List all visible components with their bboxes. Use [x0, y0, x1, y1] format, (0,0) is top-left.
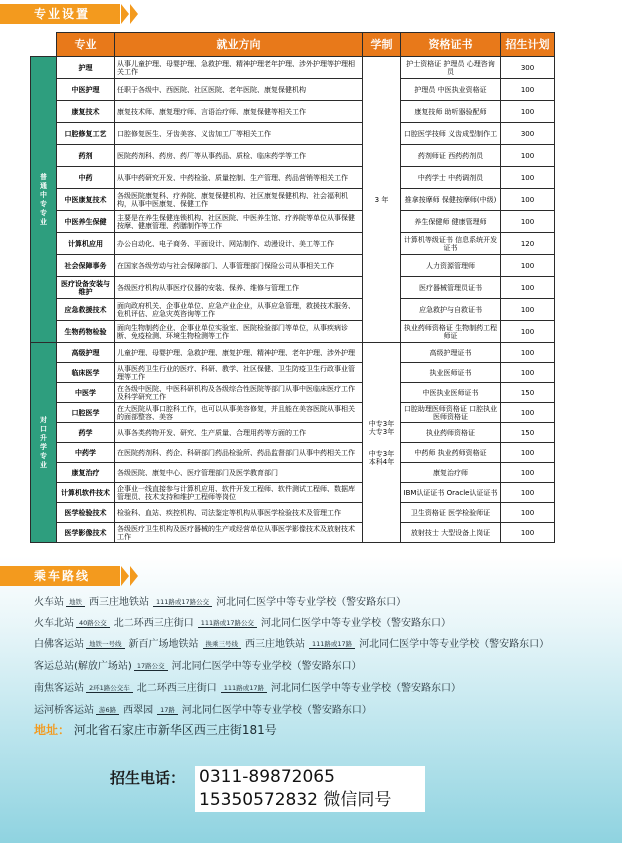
- chevron-icon: [112, 566, 146, 586]
- major-name: 医疗设备安装与维护: [57, 277, 115, 299]
- majors-section-header: [0, 4, 120, 24]
- major-cert: 中药学士 中药调剂员: [401, 167, 501, 189]
- table-row: [31, 321, 555, 343]
- route-row: [34, 593, 408, 608]
- system-duikou-item: 大专3年: [368, 427, 395, 436]
- system-duikou-item: 中专3年: [368, 449, 395, 458]
- address-value: 河北省石家庄市新华区西三庄街181号: [73, 723, 277, 737]
- major-plan: 100: [501, 321, 555, 343]
- major-name: 高级护理: [57, 343, 115, 363]
- system-general: 3 年: [363, 57, 401, 343]
- route-step: 40路公交: [76, 618, 110, 628]
- phone-box: [195, 766, 425, 812]
- table-row: [31, 233, 555, 255]
- major-name: 中药学: [57, 443, 115, 463]
- major-plan: 100: [501, 211, 555, 233]
- system-duikou-item: 本科4年: [368, 457, 395, 466]
- header-major: 专业: [57, 33, 115, 57]
- majors-section-title: 专业设置: [34, 7, 91, 21]
- header-direction: 就业方向: [115, 33, 363, 57]
- route-step: 河北同仁医学中等专业学校（警安路东口）: [171, 661, 362, 672]
- category-general: [31, 57, 57, 343]
- major-name: 临床医学: [57, 363, 115, 383]
- major-cert: 执业医师证书: [401, 363, 501, 383]
- major-name: 口腔修复工艺: [57, 123, 115, 145]
- majors-table: [30, 32, 555, 543]
- table-header-row: [31, 33, 555, 57]
- major-direction: 在医院药剂科、药企、科研部门药品检验所、药品监督部门从事中药相关工作: [115, 443, 363, 463]
- major-plan: 100: [501, 167, 555, 189]
- major-direction: 在大医院从事口腔科工作，也可以从事美容修复，并且能在美容医院从事相关的面部整容、美容: [115, 403, 363, 423]
- major-cert: 人力资源管理师: [401, 255, 501, 277]
- major-cert: 药剂师证 西药药剂员: [401, 145, 501, 167]
- major-plan: 100: [501, 403, 555, 423]
- table-row: [31, 423, 555, 443]
- major-cert: IBM认证证书 Oracle认证证书: [401, 483, 501, 503]
- route-step: 新百广场地铁站: [128, 639, 199, 650]
- major-plan: 100: [501, 343, 555, 363]
- major-plan: 100: [501, 363, 555, 383]
- major-name: 应急救援技术: [57, 299, 115, 321]
- major-direction: 面向政府机关、企事业单位、应急产业企业，从事应急管理，救援技术服务、危机评估、应急灾英咨询等工作: [115, 299, 363, 321]
- major-direction: 儿童护理、母婴护理、急救护理、康复护理、精神护理、老年护理、涉外护理: [115, 343, 363, 363]
- table-row: [31, 255, 555, 277]
- major-name: 中医康复技术: [57, 189, 115, 211]
- table-row: [31, 57, 555, 79]
- address-label: 地址：: [34, 723, 71, 737]
- table-row: [31, 101, 555, 123]
- major-cert: 执业药师资格证: [401, 423, 501, 443]
- major-plan: 100: [501, 299, 555, 321]
- table-row: [31, 403, 555, 423]
- major-direction: 从事各类药物开发、研究、生产质量、合理用药等方面的工作: [115, 423, 363, 443]
- major-direction: 口腔修复医生、牙齿美容、义齿加工厂等相关工作: [115, 123, 363, 145]
- major-direction: 从事医药卫生行业的医疗、科研、教学、社区保健、卫生防疫卫生行政事业管理等工作: [115, 363, 363, 383]
- header-plan: 招生计划: [501, 33, 555, 57]
- route-step: 111路或17路公交: [198, 618, 257, 628]
- phone-line-1: 0311-89872065: [199, 767, 335, 787]
- table-row: [31, 189, 555, 211]
- route-step: 17路: [157, 705, 178, 715]
- route-station: 白佛客运站: [34, 639, 84, 650]
- major-name: 中医学: [57, 383, 115, 403]
- route-step: 换乘三号线: [203, 639, 242, 649]
- table-row: [31, 79, 555, 101]
- major-cert: 养生保健师 健康管理师: [401, 211, 501, 233]
- route-step: 111路或17路: [309, 639, 355, 649]
- major-cert: 康复技师 助听器验配师: [401, 101, 501, 123]
- route-row: [34, 614, 453, 629]
- route-station: 火车北站: [34, 618, 74, 629]
- address: [34, 721, 277, 738]
- major-name: 中医护理: [57, 79, 115, 101]
- route-station: 南焦客运站: [34, 683, 84, 694]
- major-plan: 100: [501, 523, 555, 543]
- major-direction: 企事业一线直接参与计算机应用、软件开发工程师、软件测试工程师、数据库管理员、技术支持和维护工程师等岗位: [115, 483, 363, 503]
- major-name: 计算机应用: [57, 233, 115, 255]
- major-plan: 100: [501, 189, 555, 211]
- major-direction: 各级医疗机构从事医疗仪器的安装、保养、维修与管理工作: [115, 277, 363, 299]
- table-row: [31, 123, 555, 145]
- route-row: [34, 635, 551, 650]
- major-plan: 120: [501, 233, 555, 255]
- route-step: 17路公交: [134, 661, 168, 671]
- category-duikou: [31, 343, 57, 543]
- major-cert: 中药师 执业药师资格证: [401, 443, 501, 463]
- major-plan: 100: [501, 101, 555, 123]
- table-row: [31, 483, 555, 503]
- major-direction: 检验科、血站、疾控机构、司法鉴定等机构从事医学检验技术及管理工作: [115, 503, 363, 523]
- table-row: [31, 363, 555, 383]
- routes-section-header: [0, 566, 120, 586]
- major-name: 医学检验技术: [57, 503, 115, 523]
- major-direction: 各级医院、康复中心、医疗管理部门及医学教育部门: [115, 463, 363, 483]
- table-row: [31, 167, 555, 189]
- route-step: 111路或17路: [221, 683, 267, 693]
- major-direction: 各级医院康复科、疗养院、康复保健机构、社区康复保健机构、社会福利机构，从事中医康复、保健工作: [115, 189, 363, 211]
- route-station: 运河桥客运站: [34, 705, 94, 716]
- major-plan: 100: [501, 145, 555, 167]
- major-name: 药剂: [57, 145, 115, 167]
- major-direction: 各级医疗卫生机构及医疗器械的生产或经营单位从事医学影像技术及放射技术工作: [115, 523, 363, 543]
- route-station: 客运总站(解放广场站): [34, 661, 132, 672]
- major-name: 中药: [57, 167, 115, 189]
- major-plan: 100: [501, 503, 555, 523]
- route-station: 火车站: [34, 597, 64, 608]
- routes-section-title: 乘车路线: [34, 569, 91, 583]
- major-name: 医学影像技术: [57, 523, 115, 543]
- route-step: 游6路: [96, 705, 119, 715]
- major-plan: 100: [501, 443, 555, 463]
- major-name: 药学: [57, 423, 115, 443]
- major-cert: 高级护理证书: [401, 343, 501, 363]
- category-duikou-label: 对口升学专业: [39, 415, 48, 470]
- route-row: [34, 679, 463, 694]
- route-step: 河北同仁医学中等专业学校（警安路东口）: [181, 705, 372, 716]
- major-cert: 应急救护与自救证书: [401, 299, 501, 321]
- major-plan: 100: [501, 483, 555, 503]
- route-step: 河北同仁医学中等专业学校（警安路东口）: [359, 639, 550, 650]
- header-corner: [31, 33, 57, 57]
- major-cert: 口腔医学技师 义齿成型制作工: [401, 123, 501, 145]
- header-cert: 资格证书: [401, 33, 501, 57]
- major-plan: 300: [501, 123, 555, 145]
- major-plan: 100: [501, 79, 555, 101]
- major-direction: 任职于各级中、西医院、社区医院、老年医院、康复保健机构: [115, 79, 363, 101]
- system-duikou-item: 中专3年: [368, 419, 395, 428]
- major-direction: 办公自动化、电子商务、平面设计、网站制作、动漫设计、美工等工作: [115, 233, 363, 255]
- major-plan: 150: [501, 383, 555, 403]
- major-direction: 在国家各级劳动与社会保障部门、人事管理部门保险公司从事相关工作: [115, 255, 363, 277]
- route-step: 西三庄地铁站: [89, 597, 149, 608]
- major-cert: 卫生资格证 医学检验师证: [401, 503, 501, 523]
- major-cert: 护理员 中医执业资格证: [401, 79, 501, 101]
- major-plan: 100: [501, 277, 555, 299]
- category-general-label: 普通中专专业: [39, 172, 48, 227]
- table-row: [31, 299, 555, 321]
- major-cert: 计算机等级证书 信息系统开发证书: [401, 233, 501, 255]
- major-cert: 护士资格证 护理员 心理咨询员: [401, 57, 501, 79]
- table-row: [31, 277, 555, 299]
- major-direction: 从事中药研究开发、中药检验、质量控制、生产管理、药品营销等相关工作: [115, 167, 363, 189]
- major-plan: 100: [501, 463, 555, 483]
- route-row: [34, 701, 374, 716]
- route-step: 地铁: [66, 597, 85, 607]
- major-cert: 医疗器械管理员证书: [401, 277, 501, 299]
- major-name: 康复技术: [57, 101, 115, 123]
- route-step: 西翠园: [123, 705, 154, 716]
- table-row: [31, 145, 555, 167]
- route-step: 2环1路公交车: [86, 683, 133, 693]
- major-direction: 医院药剂科、药房、药厂等从事药品、质检、临床药学等工作: [115, 145, 363, 167]
- table-row: [31, 523, 555, 543]
- route-step: 111路或17路公交: [153, 597, 212, 607]
- major-cert: 执业药师资格证 生物制药工程师证: [401, 321, 501, 343]
- system-duikou: [363, 343, 401, 543]
- header-system: 学制: [363, 33, 401, 57]
- route-step: 河北同仁医学中等专业学校（警安路东口）: [270, 683, 461, 694]
- chevron-icon: [112, 4, 146, 24]
- major-direction: 在各级中医院、中医科研机构及各级综合性医院等部门从事中医临床医疗工作及科学研究工作: [115, 383, 363, 403]
- table-row: [31, 503, 555, 523]
- major-direction: 面向生物制药企业、企事业单位实验室、医院检验部门等单位，从事疾病诊断、免疫检测、环境生物检测等工作: [115, 321, 363, 343]
- major-direction: 康复技术师、康复理疗师、言语治疗师、康复保健等相关工作: [115, 101, 363, 123]
- major-name: 生物药物检验: [57, 321, 115, 343]
- major-name: 口腔医学: [57, 403, 115, 423]
- route-step: 北二环西三庄街口: [136, 683, 217, 694]
- major-cert: 中医执业医师证书: [401, 383, 501, 403]
- major-plan: 150: [501, 423, 555, 443]
- phone-line-2: 15350572832 微信同号: [199, 790, 392, 810]
- major-name: 康复治疗: [57, 463, 115, 483]
- major-direction: 从事儿童护理、母婴护理、急救护理、精神护理老年护理、涉外护理等护理相关工作: [115, 57, 363, 79]
- route-step: 西三庄地铁站: [245, 639, 305, 650]
- table-row: [31, 443, 555, 463]
- phone-label: 招生电话：: [110, 769, 186, 787]
- major-cert: 口腔助理医师资格证 口腔执业医师资格证: [401, 403, 501, 423]
- table-row: [31, 211, 555, 233]
- table-row: [31, 343, 555, 363]
- route-step: 河北同仁医学中等专业学校（警安路东口）: [216, 597, 407, 608]
- route-step: 北二环西三庄街口: [113, 618, 194, 629]
- major-name: 护理: [57, 57, 115, 79]
- major-direction: 主要是在养生保健连锁机构、社区医院、中医养生馆、疗养院等单位从事保健按摩、健康管理、药膳制作等工作: [115, 211, 363, 233]
- major-name: 中医养生保健: [57, 211, 115, 233]
- major-cert: 康复治疗师: [401, 463, 501, 483]
- major-plan: 300: [501, 57, 555, 79]
- major-cert: 推拿按摩师 保健按摩师(中级): [401, 189, 501, 211]
- major-cert: 放射技士 大型设备上岗证: [401, 523, 501, 543]
- route-step: 地铁一号线: [86, 639, 125, 649]
- route-row: [34, 657, 364, 672]
- major-name: 计算机软件技术: [57, 483, 115, 503]
- table-row: [31, 463, 555, 483]
- major-name: 社会保障事务: [57, 255, 115, 277]
- table-row: [31, 383, 555, 403]
- major-plan: 100: [501, 255, 555, 277]
- route-step: 河北同仁医学中等专业学校（警安路东口）: [260, 618, 451, 629]
